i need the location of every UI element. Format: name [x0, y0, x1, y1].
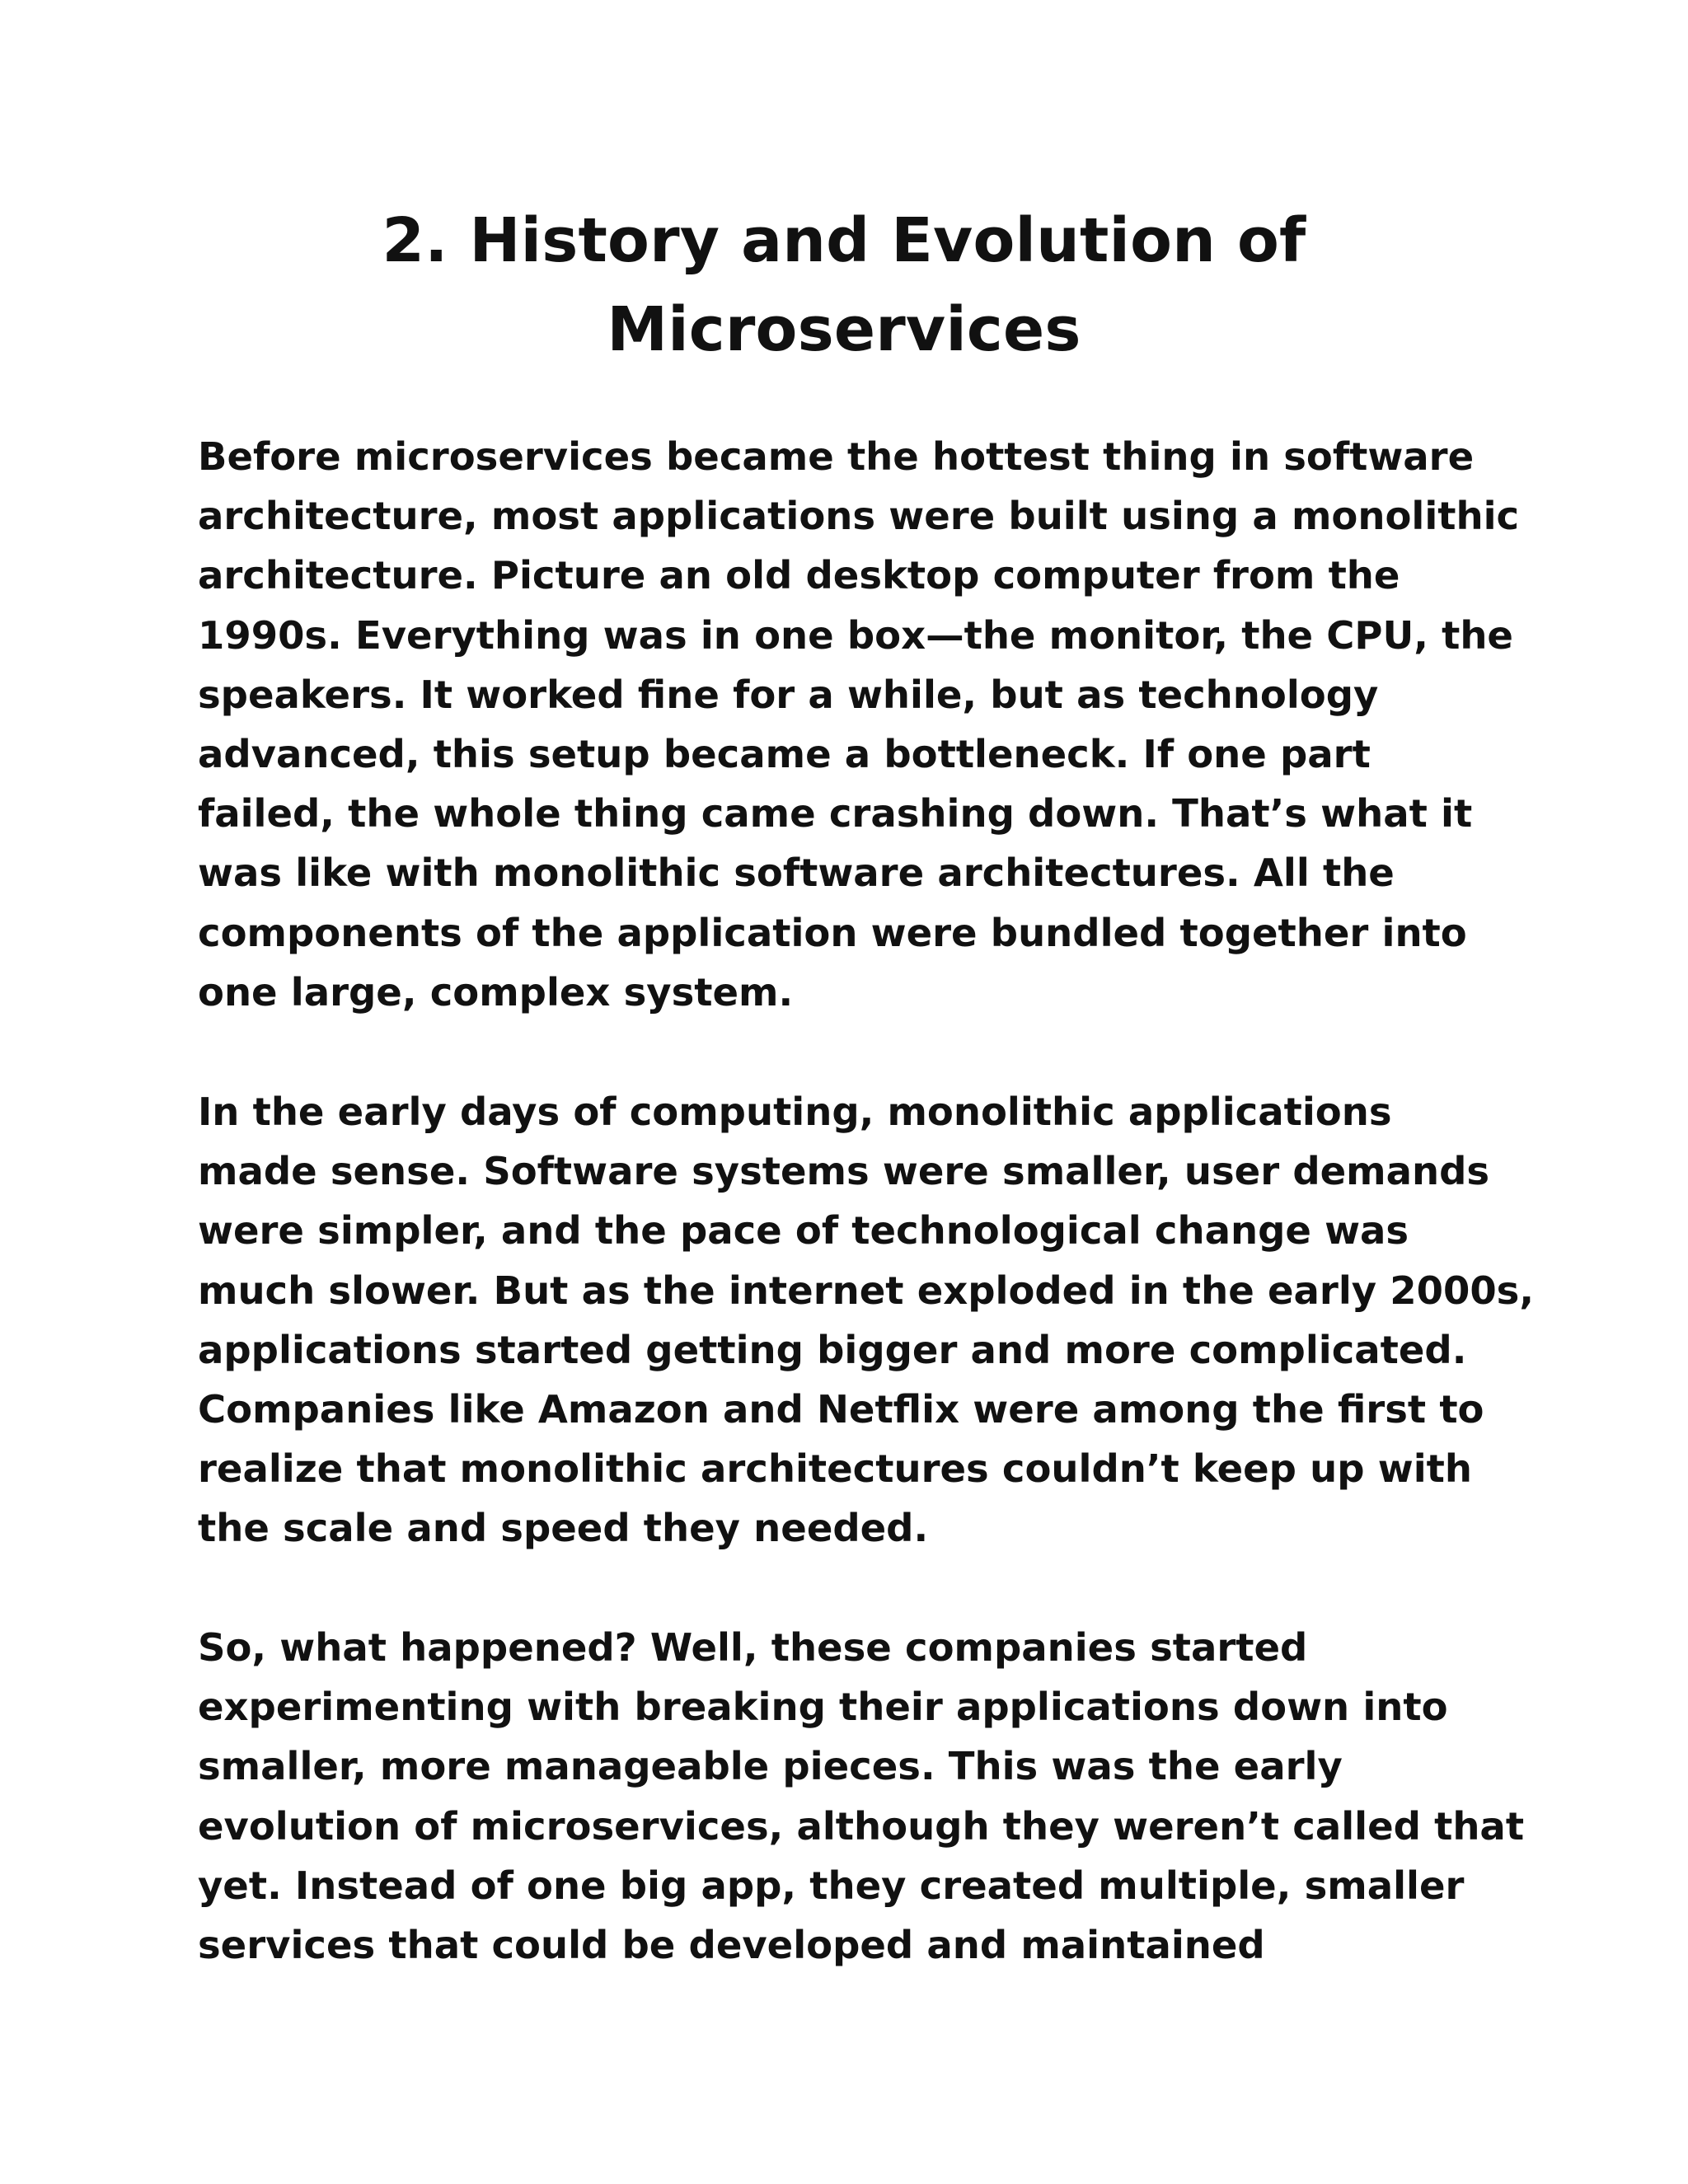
text-line: much slower. But as the internet exploded in the early 2000s,: [198, 1268, 1535, 1313]
text-line: 1990s. Everything was in one box—the monitor, the CPU, the: [198, 612, 1513, 658]
text-line: experimenting with breaking their applications down into: [198, 1685, 1448, 1730]
text-line: In the early days of computing, monolithic applications: [198, 1090, 1392, 1134]
text-line: architecture. Picture an old desktop computer from the: [198, 553, 1400, 598]
text-line: failed, the whole thing came crashing down. That’s what it: [198, 791, 1473, 837]
text-line: were simpler, and the pace of technological change was: [198, 1208, 1409, 1254]
title-line: 2. History and Evolution of: [382, 205, 1306, 276]
title-line: Microservices: [607, 294, 1081, 365]
text-line: So, what happened? Well, these companies started: [198, 1625, 1308, 1670]
text-line: speakers. It worked fine for a while, but as technology: [198, 672, 1379, 717]
paragraph-monolithic-intro: [198, 427, 1520, 1022]
paragraph-early-computing: [198, 1082, 1535, 1558]
text-line: evolution of microservices, although they weren’t called that: [198, 1803, 1525, 1849]
text-line: applications started getting bigger and more complicated.: [198, 1327, 1467, 1372]
text-line: smaller, more manageable pieces. This was the early: [198, 1744, 1343, 1789]
text-line: components of the application were bundled together into: [198, 910, 1467, 955]
text-line: services that could be developed and maintained: [198, 1923, 1265, 1968]
text-line: one large, complex system.: [198, 969, 794, 1015]
text-line: architecture, most applications were built using a monolithic: [198, 494, 1520, 539]
text-line: Companies like Amazon and Netflix were among the first to: [198, 1387, 1484, 1432]
text-line: made sense. Software systems were smaller, user demands: [198, 1149, 1490, 1194]
text-line: was like with monolithic software architectures. All the: [198, 851, 1395, 896]
text-line: the scale and speed they needed.: [198, 1506, 929, 1551]
paragraph-what-happened: [198, 1618, 1525, 1975]
text-line: yet. Instead of one big app, they created multiple, smaller: [198, 1863, 1465, 1908]
text-line: realize that monolithic architectures couldn’t keep up with: [198, 1446, 1472, 1492]
text-line: advanced, this setup became a bottleneck. If one part: [198, 732, 1371, 777]
page-title: [0, 196, 1688, 374]
text-line: Before microservices became the hottest thing in software: [198, 434, 1475, 479]
